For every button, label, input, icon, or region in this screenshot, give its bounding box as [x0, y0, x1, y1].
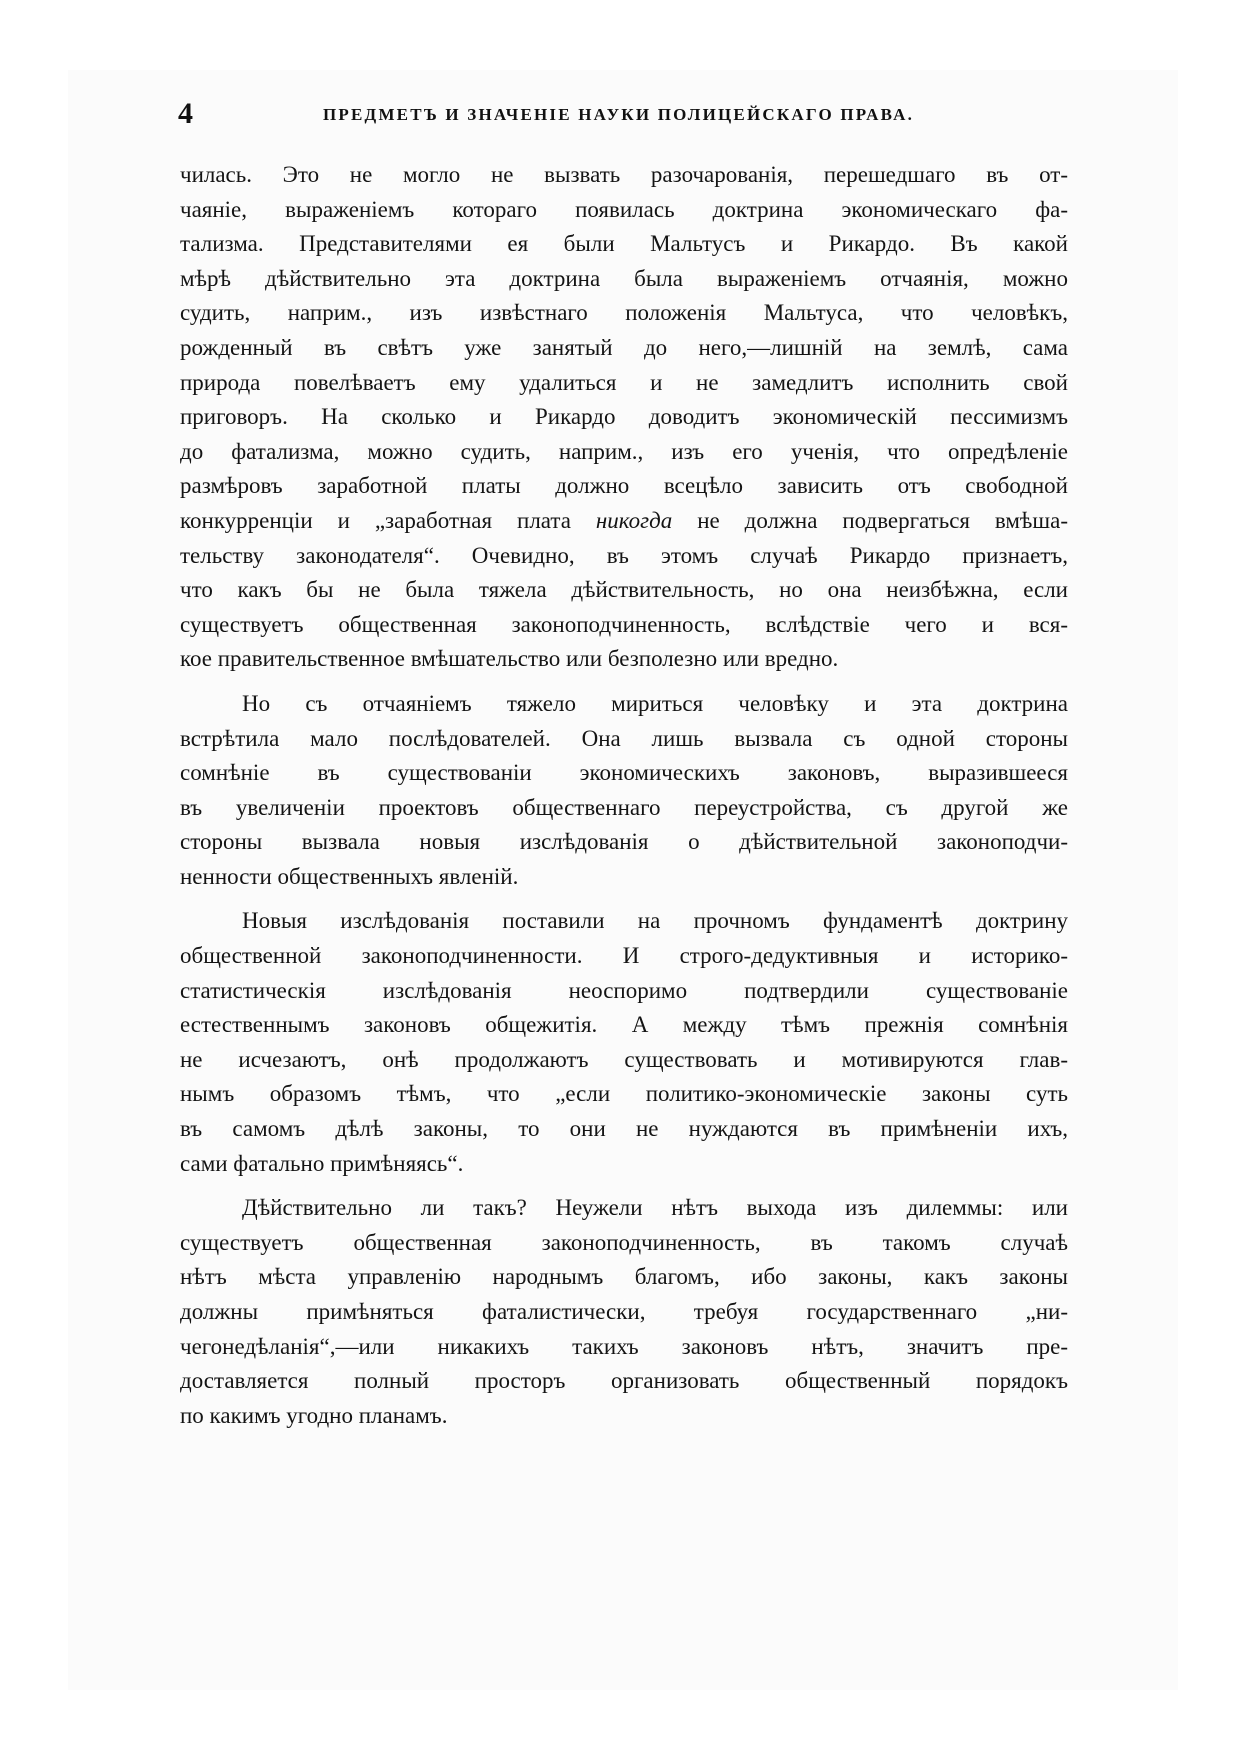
- text-line: нѣтъ мѣста управленію народнымъ благомъ, ибо законы, какъ законы: [180, 1264, 1068, 1290]
- running-head: ПРЕДМЕТЪ И ЗНАЧЕНІЕ НАУКИ ПОЛИЦЕЙСКАГО ПРАВА.: [323, 105, 915, 124]
- text-line: статистическія изслѣдованія неоспоримо подтвердили существованіе: [180, 977, 1068, 1003]
- text-segment: конкурренціи и „заработная плата: [180, 507, 571, 533]
- text-line: Но съ отчаяніемъ тяжело мириться человѣку и эта доктрина: [242, 690, 1068, 716]
- text-line: Дѣйствительно ли такъ? Неужели нѣтъ выхода изъ дилеммы: или: [242, 1195, 1068, 1221]
- text-line: природа повелѣваетъ ему удалиться и не замедлитъ исполнить свой: [180, 369, 1068, 395]
- paragraph-2: [180, 687, 1068, 895]
- text-line: что какъ бы не была тяжела дѣйствительность, но она неизбѣжна, если: [180, 577, 1068, 603]
- emphasized-word: никогда: [595, 507, 673, 533]
- text-line: тельству законодателя“. Очевидно, въ этомъ случаѣ Рикардо признаетъ,: [180, 542, 1068, 568]
- text-line: существуетъ общественная законоподчиненность, вслѣдствіе чего и вся-: [180, 611, 1068, 637]
- text-line: общественной законоподчиненности. И строго-дедуктивныя и историко-: [180, 943, 1068, 969]
- text-line-with-emphasis: [180, 504, 1068, 539]
- body-text: [180, 158, 1068, 1443]
- text-line: чаяніе, выраженіемъ котораго появилась доктрина экономическаго фа-: [180, 196, 1068, 222]
- text-segment: не должна подвергаться вмѣша-: [697, 507, 1069, 533]
- text-line: доставляется полный просторъ организовать общественный порядокъ: [180, 1368, 1068, 1394]
- text-line: не исчезаютъ, онѣ продолжаютъ существовать и мотивируются глав-: [180, 1046, 1068, 1072]
- text-line: естественнымъ законовъ общежитія. А между тѣмъ прежнія сомнѣнія: [180, 1012, 1068, 1038]
- text-line: размѣровъ заработной платы должно всецѣло зависить отъ свободной: [180, 473, 1068, 499]
- page-number: 4: [178, 97, 193, 130]
- text-line: судить, наприм., изъ извѣстнаго положенія Мальтуса, что человѣкъ,: [180, 300, 1068, 326]
- text-line: тализма. Представителями ея были Мальтусъ и Рикардо. Въ какой: [180, 231, 1068, 257]
- text-line: чилась. Это не могло не вызвать разочарованія, перешедшаго въ от-: [180, 162, 1068, 187]
- text-line: въ увеличеніи проектовъ общественнаго переустройства, съ другой же: [180, 794, 1068, 820]
- text-line: существуетъ общественная законоподчиненность, въ такомъ случаѣ: [180, 1229, 1068, 1255]
- text-line: чегонедѣланія“,—или никакихъ такихъ законовъ нѣтъ, значитъ пре-: [180, 1333, 1068, 1359]
- text-line: сомнѣніе въ существованіи экономическихъ законовъ, выразившееся: [180, 760, 1068, 786]
- text-line: нымъ образомъ тѣмъ, что „если политико-экономическіе законы суть: [180, 1081, 1068, 1107]
- text-line: встрѣтила мало послѣдователей. Она лишь вызвала съ одной стороны: [180, 725, 1068, 751]
- paragraph-1: [180, 158, 1068, 677]
- text-line: ненности общественныхъ явленій.: [180, 863, 519, 889]
- text-line: до фатализма, можно судить, наприм., изъ его ученія, что опредѣленіе: [180, 438, 1068, 464]
- paragraph-3: [180, 904, 1068, 1181]
- text-line: приговоръ. На сколько и Рикардо доводитъ экономическій пессимизмъ: [180, 404, 1068, 430]
- paragraph-4: [180, 1191, 1068, 1433]
- text-line: Новыя изслѣдованія поставили на прочномъ фундаментѣ доктрину: [242, 908, 1068, 934]
- page-header: [178, 97, 1078, 137]
- text-line: должны примѣняться фаталистически, требуя государственнаго „ни-: [180, 1299, 1068, 1324]
- text-line: по какимъ угодно планамъ.: [180, 1402, 448, 1428]
- text-line: стороны вызвала новыя изслѣдованія о дѣйствительной законоподчи-: [180, 829, 1068, 855]
- text-line: въ самомъ дѣлѣ законы, то они не нуждаются въ примѣненіи ихъ,: [180, 1116, 1068, 1142]
- text-line: рожденный въ свѣтъ уже занятый до него,—лишній на землѣ, сама: [180, 334, 1068, 360]
- text-line: мѣрѣ дѣйствительно эта доктрина была выраженіемъ отчаянія, можно: [180, 265, 1068, 291]
- text-line: сами фатально примѣняясь“.: [180, 1150, 464, 1176]
- text-line: кое правительственное вмѣшательство или безполезно или вредно.: [180, 646, 839, 672]
